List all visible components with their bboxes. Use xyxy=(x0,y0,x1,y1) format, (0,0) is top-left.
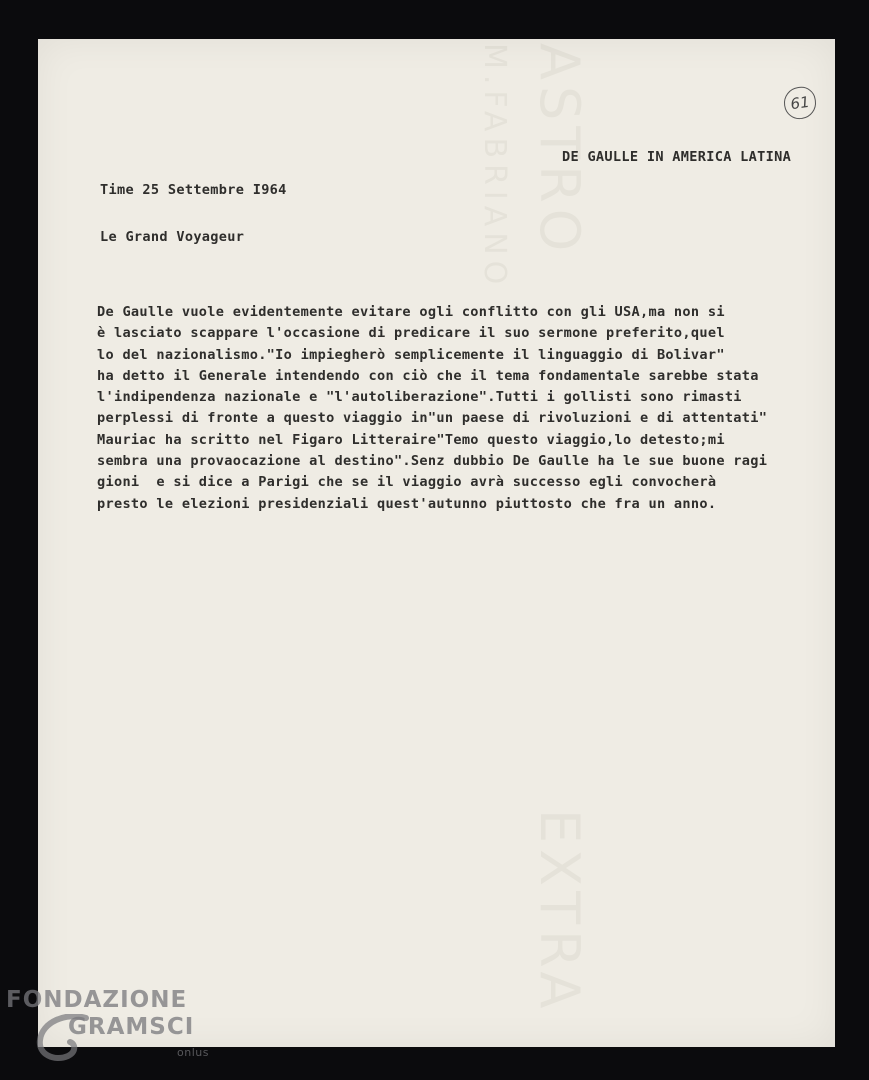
body-line: perplessi di fronte a questo viaggio in"un paese di rivoluzioni e di attentati" xyxy=(97,410,768,427)
body-line: presto le elezioni presidenziali quest'autunno piuttosto che fra un anno. xyxy=(97,495,717,512)
body-line: lo del nazionalismo."Io impiegherò semplicemente il linguaggio di Bolivar" xyxy=(97,346,725,363)
logo-text-line2: GRAMSCI xyxy=(68,1014,195,1040)
body-line: Mauriac ha scritto nel Figaro Litteraire"Temo questo viaggio,lo detesto;mi xyxy=(97,431,725,448)
logo-swirl-icon xyxy=(36,1014,94,1062)
body-line: ha detto il Generale intendendo con ciò che il tema fondamentale sarebbe stata xyxy=(97,367,759,384)
document-header-title: DE GAULLE IN AMERICA LATINA xyxy=(562,149,792,165)
body-text xyxy=(97,304,767,517)
body-line: De Gaulle vuole evidentemente evitare ogli conflitto con gli USA,ma non si xyxy=(97,304,725,320)
paper-watermark: ASTRO xyxy=(528,43,591,258)
fondazione-gramsci-logo xyxy=(6,986,209,1059)
body-line: sembra una provaocazione al destino".Senz dubbio De Gaulle ha le sue buone ragi xyxy=(97,453,768,470)
handwritten-page-number: 61 xyxy=(782,85,818,121)
source-line: Time 25 Settembre I964 xyxy=(100,182,287,198)
body-line: è lasciato scappare l'occasione di predicare il suo sermone preferito,quel xyxy=(97,325,725,342)
logo-subtitle: onlus xyxy=(177,1046,209,1059)
paper-watermark-small: M.FABRIANO xyxy=(477,43,512,291)
body-line: l'indipendenza nazionale e "l'autoliberazione".Tutti i gollisti sono rimasti xyxy=(97,389,742,406)
document-page xyxy=(38,39,835,1047)
article-title: Le Grand Voyageur xyxy=(100,229,245,245)
body-line: gioni e si dice a Parigi che se il viaggio avrà successo egli convocherà xyxy=(97,474,717,491)
paper-watermark-lower: EXTRA xyxy=(528,809,591,1015)
logo-text-line1: FONDAZIONE xyxy=(6,987,188,1013)
